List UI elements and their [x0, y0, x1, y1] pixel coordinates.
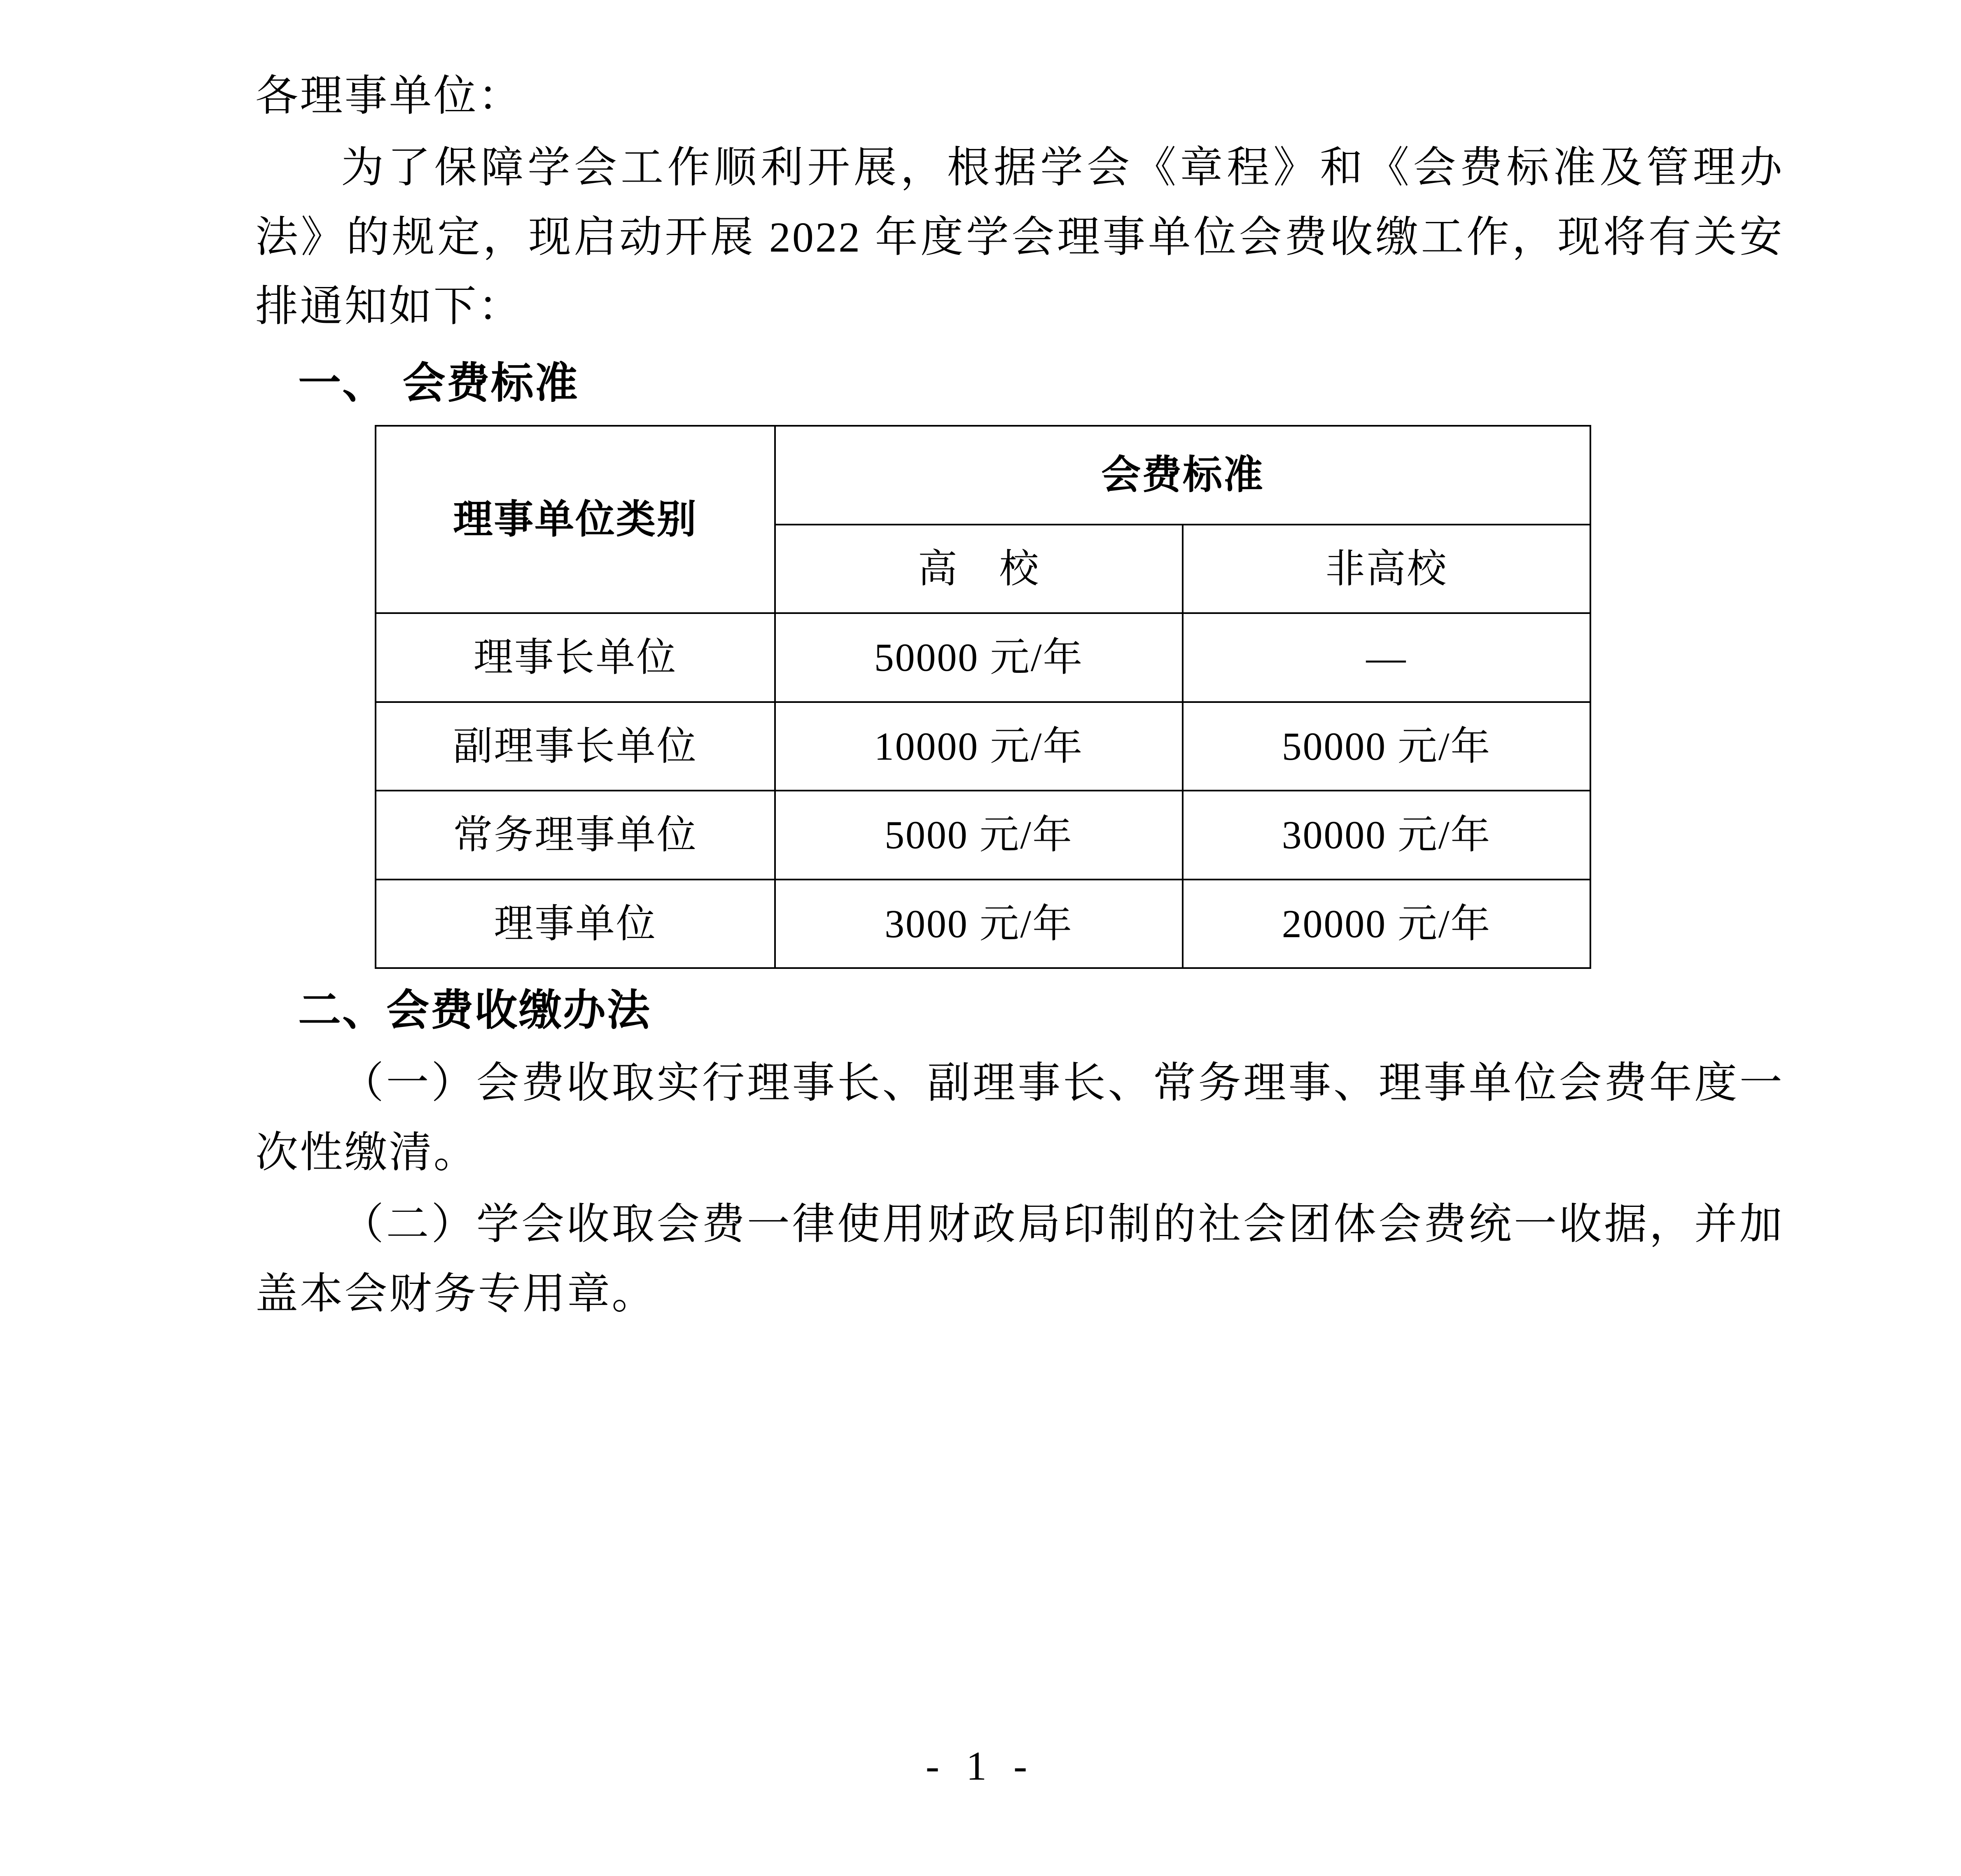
section2-item-1: （一）会费收取实行理事长、副理事长、常务理事、理事单位会费年度一次性缴清。 [255, 1059, 1784, 1176]
table-row [376, 880, 1590, 968]
header-category: 理事单位类别 [376, 426, 775, 614]
cell-category: 理事长单位 [376, 613, 775, 702]
header-fee-standard: 会费标准 [775, 426, 1590, 525]
cell-category: 理事单位 [376, 880, 775, 968]
section-heading-fee-standard: 一、 会费标准 [298, 357, 579, 408]
salutation: 各理事单位： [255, 72, 523, 120]
cell-university: 3000 元/年 [775, 880, 1183, 968]
table-header-row-1 [376, 426, 1590, 525]
table-row [376, 791, 1590, 880]
section-heading-collection-method: 二、会费收缴办法 [298, 985, 651, 1036]
cell-category: 副理事长单位 [376, 702, 775, 791]
cell-university: 50000 元/年 [775, 613, 1183, 702]
section2-item-2: （二）学会收取会费一律使用财政局印制的社会团体会费统一收据，并加盖本会财务专用章。 [255, 1201, 1784, 1318]
cell-non-university: — [1183, 613, 1590, 702]
cell-non-university: 30000 元/年 [1183, 791, 1590, 880]
page-number: - 1 - [925, 1743, 1036, 1789]
table-body [376, 613, 1590, 968]
table-row [376, 702, 1590, 791]
intro-paragraph: 为了保障学会工作顺利开展，根据学会《章程》和《会费标准及管理办法》的规定，现启动开展 2022 年度学会理事单位会费收缴工作，现将有关安排通知如下： [255, 144, 1784, 331]
fee-table-container [375, 425, 1784, 969]
cell-university: 10000 元/年 [775, 702, 1183, 791]
document-body [255, 62, 1784, 1329]
fee-standard-table [375, 425, 1591, 969]
cell-university: 5000 元/年 [775, 791, 1183, 880]
cell-category: 常务理事单位 [376, 791, 775, 880]
cell-non-university: 50000 元/年 [1183, 702, 1590, 791]
header-non-university: 非高校 [1183, 525, 1590, 614]
header-university: 高 校 [775, 525, 1183, 614]
cell-non-university: 20000 元/年 [1183, 880, 1590, 968]
table-head [376, 426, 1590, 614]
table-row [376, 613, 1590, 702]
